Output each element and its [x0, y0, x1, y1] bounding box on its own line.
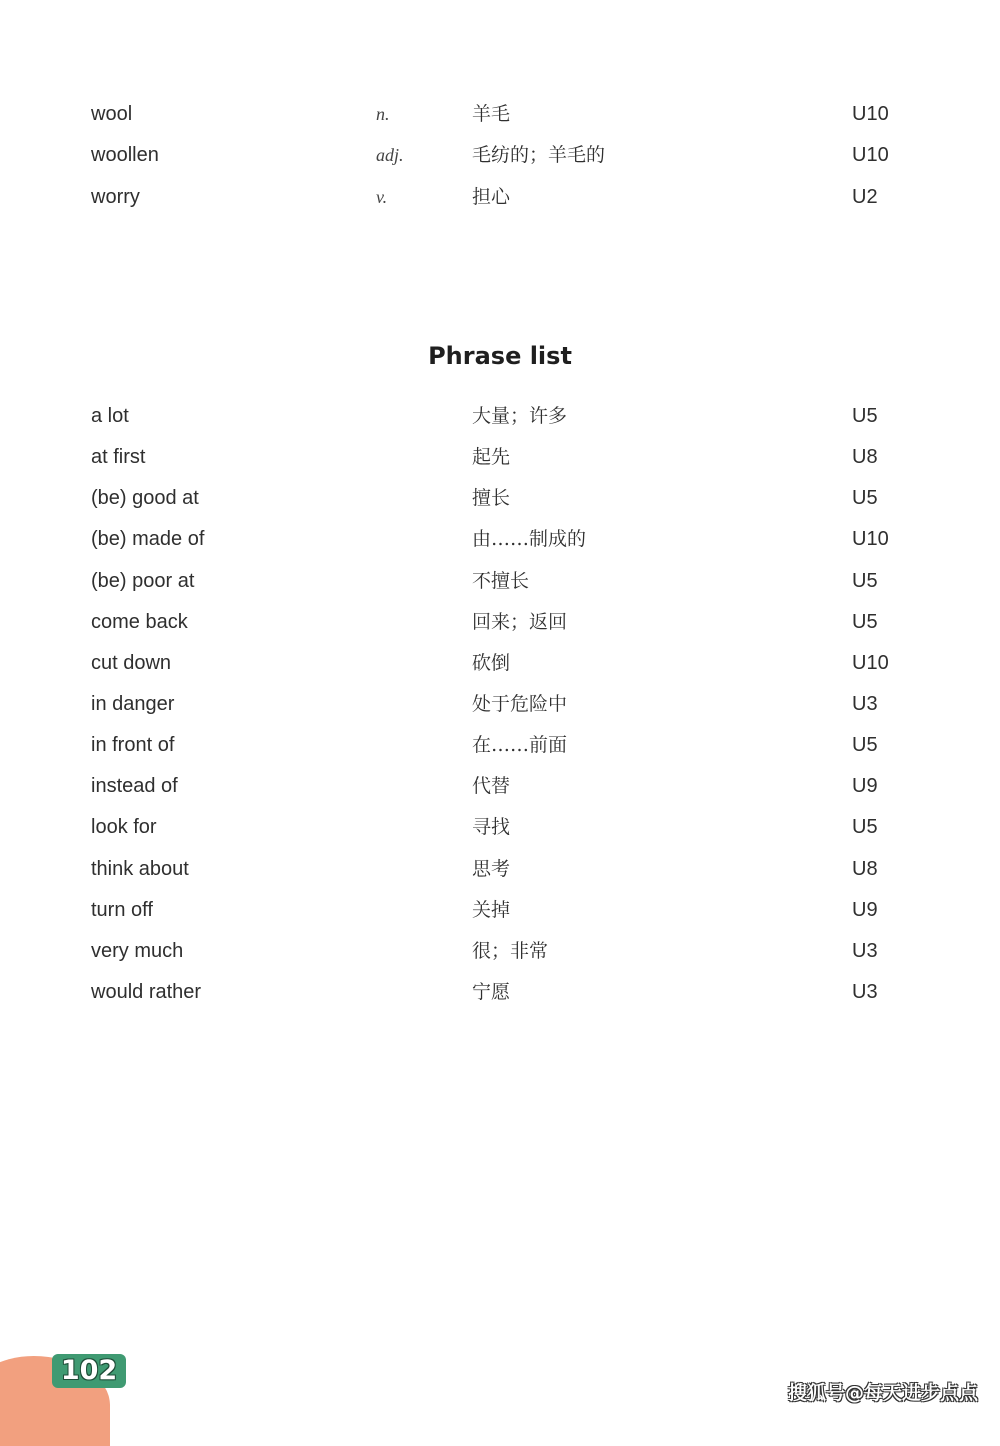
phrase-row: [0, 771, 1000, 801]
chinese-meaning: 思考: [472, 858, 511, 880]
phrase-entry: a lot: [91, 405, 129, 427]
phrase-row: [0, 854, 1000, 884]
phrase-entry: look for: [91, 816, 157, 838]
chinese-meaning: 羊毛: [472, 103, 511, 125]
phrase-entry: in front of: [91, 734, 175, 756]
unit-label: U3: [852, 940, 878, 962]
phrase-row: [0, 524, 1000, 554]
unit-label: U5: [852, 405, 878, 427]
phrase-entry: (be) poor at: [91, 570, 195, 592]
phrase-entry: at first: [91, 446, 146, 468]
page-number: 102: [52, 1354, 126, 1388]
word-row: [0, 140, 1000, 170]
part-of-speech: v.: [376, 187, 388, 207]
watermark: 搜狐号@每天进步点点: [787, 1382, 978, 1404]
unit-label: U8: [852, 446, 878, 468]
unit-label: U10: [852, 652, 889, 674]
phrase-row: [0, 648, 1000, 678]
unit-label: U10: [852, 528, 889, 550]
phrase-entry: instead of: [91, 775, 178, 797]
chinese-meaning: 由……制成的: [472, 528, 587, 550]
unit-label: U8: [852, 858, 878, 880]
phrase-entry: turn off: [91, 899, 153, 921]
chinese-meaning: 不擅长: [472, 570, 530, 592]
chinese-meaning: 处于危险中: [472, 693, 568, 715]
phrase-row: [0, 607, 1000, 637]
unit-label: U3: [852, 693, 878, 715]
phrase-entry: come back: [91, 611, 188, 633]
phrase-row: [0, 566, 1000, 596]
chinese-meaning: 代替: [472, 775, 511, 797]
phrase-row: [0, 442, 1000, 472]
phrase-entry: (be) made of: [91, 528, 205, 550]
chinese-meaning: 在……前面: [472, 734, 568, 756]
phrase-entry: in danger: [91, 693, 175, 715]
unit-label: U5: [852, 611, 878, 633]
chinese-meaning: 回来；返回: [472, 611, 568, 633]
unit-label: U5: [852, 734, 878, 756]
phrase-row: [0, 401, 1000, 431]
chinese-meaning: 砍倒: [472, 652, 511, 674]
phrase-entry: (be) good at: [91, 487, 199, 509]
unit-label: U9: [852, 775, 878, 797]
chinese-meaning: 大量；许多: [472, 405, 568, 427]
part-of-speech: adj.: [376, 145, 404, 165]
phrase-row: [0, 730, 1000, 760]
unit-label: U2: [852, 186, 878, 208]
phrase-entry: would rather: [91, 981, 202, 1003]
chinese-meaning: 很；非常: [472, 940, 549, 962]
phrase-row: [0, 977, 1000, 1007]
phrase-row: [0, 895, 1000, 925]
phrase-row: [0, 812, 1000, 842]
unit-label: U10: [852, 144, 889, 166]
section-title: Phrase list: [428, 342, 572, 370]
chinese-meaning: 擅长: [472, 487, 511, 509]
phrase-entry: cut down: [91, 652, 172, 674]
chinese-meaning: 担心: [472, 186, 511, 208]
phrase-entry: think about: [91, 858, 189, 880]
unit-label: U5: [852, 487, 878, 509]
unit-label: U9: [852, 899, 878, 921]
unit-label: U5: [852, 816, 878, 838]
unit-label: U10: [852, 103, 889, 125]
unit-label: U3: [852, 981, 878, 1003]
phrase-row: [0, 483, 1000, 513]
word-row: [0, 99, 1000, 129]
word-row: [0, 182, 1000, 212]
word-entry: wool: [91, 103, 133, 125]
part-of-speech: n.: [376, 104, 390, 124]
phrase-entry: very much: [91, 940, 184, 962]
unit-label: U5: [852, 570, 878, 592]
chinese-meaning: 起先: [472, 446, 511, 468]
phrase-row: [0, 689, 1000, 719]
chinese-meaning: 宁愿: [472, 981, 511, 1003]
chinese-meaning: 毛纺的；羊毛的: [472, 144, 606, 166]
chinese-meaning: 寻找: [472, 816, 511, 838]
chinese-meaning: 关掉: [472, 899, 511, 921]
word-entry: woollen: [91, 144, 159, 166]
word-entry: worry: [91, 186, 140, 208]
phrase-row: [0, 936, 1000, 966]
